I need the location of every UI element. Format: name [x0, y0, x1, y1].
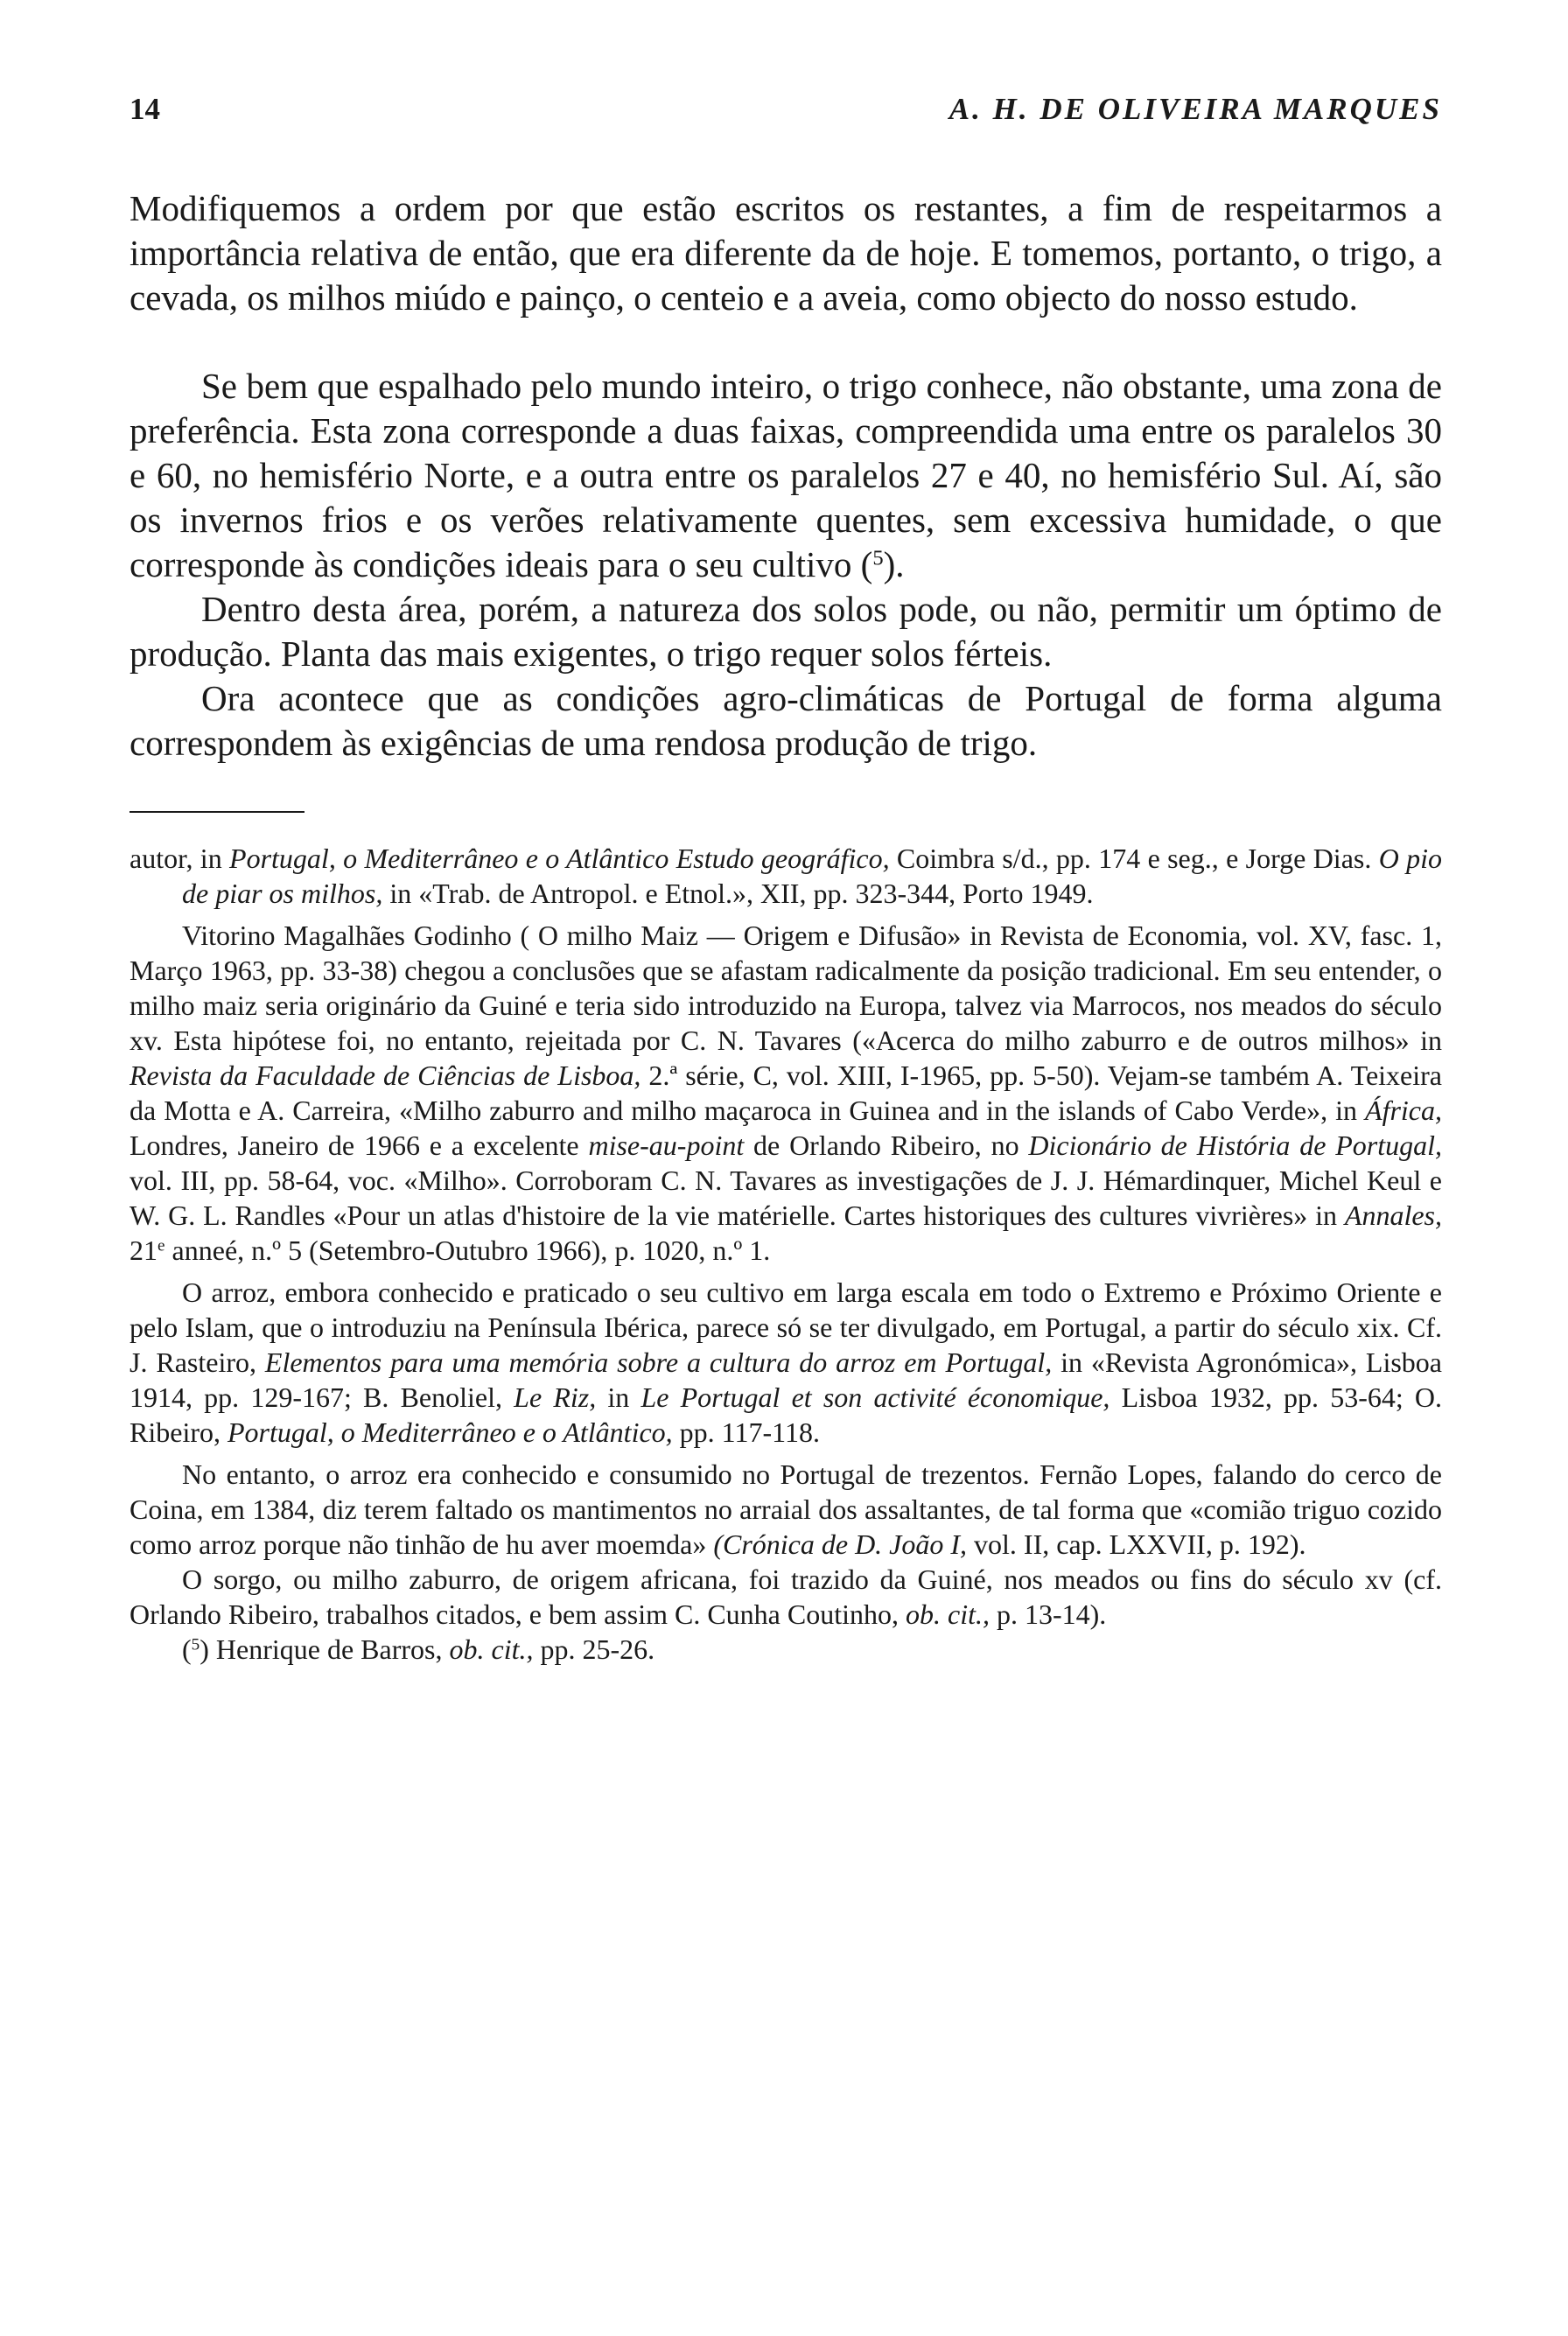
paragraph-2-text: Se bem que espalhado pelo mundo inteiro, o trigo conhece, não obstante, uma zona de preferência. Esta zona corresponde a duas faixas, compreendida uma entre os paralelos 30 e 60, no hemisfério Norte, e a outra entre os paralelos 27 e 40, no hemisfério Sul. Aí, são os invernos frios e os verões relativamente quentes, sem excessiva humidade, o que corresponde às condições ideais para o seu cultivo (: [130, 366, 1442, 584]
note-reference: 5: [872, 546, 884, 570]
note-maize: Vitorino Magalhães Godinho ( O milho Maiz — Origem e Difusão» in Revista de Economia, vol. XV, fasc. 1, Março 1963, pp. 33-38) chegou a conclusões que se afastam radicalmente da posição tradicional. Em seu entender, o milho maiz seria originário da Guiné e teria sido introduzido na Europa, talvez via Marrocos, nos meados do século xv. Esta hipótese foi, no entanto, rejeitada por C. N. Tavares («Acerca do milho zaburro e de outros milhos» in Revista da Faculdade de Ciências de Lisboa, 2.ª série, C, vol. XIII, I-1965, pp. 5-50). Vejam-se também A. Teixeira da Motta e A. Carreira, «Milho zaburro and milho maçaroca in Guinea and in the islands of Cabo Verde», in África, Londres, Janeiro de 1966 e a excelente mise-au-point de Orlando Ribeiro, no Dicionário de História de Portugal, vol. III, pp. 58-64, voc. «Milho». Corroboram C. N. Tavares as investigações de J. J. Hémardinquer, Michel Keul e W. G. L. Randles «Pour un atlas d'histoire de la vie matérielle. Cartes historiques des cultures vivrières» in Annales, 21e anneé, n.º 5 (Setembro-Outubro 1966), p. 1020, n.º 1.: [130, 920, 1443, 1266]
paragraph-2-end: ).: [883, 544, 905, 584]
footnote-rule: [130, 811, 304, 813]
paragraph-4: Ora acontece que as condições agro-climáticas de Portugal de forma alguma correspondem às exigências de uma rendosa produção de trigo.: [130, 678, 1442, 763]
paragraph-2: [130, 364, 1442, 587]
page: [130, 92, 1442, 1667]
body-text: [130, 186, 1442, 766]
footnotes: [130, 841, 1442, 1667]
note-sorghum: O sorgo, ou milho zaburro, de origem africana, foi trazido da Guiné, nos meados ou fins do século xv (cf. Orlando Ribeiro, trabalhos citados, e bem assim C. Cunha Coutinho, ob. cit., p. 13-14).: [130, 1563, 1442, 1630]
footnote-marker: ($^5$): [182, 1633, 209, 1665]
paragraph-1: Modifiquemos a ordem por que estão escritos os restantes, a fim de respeitarmos a importância relativa de então, que era diferente da de hoje. E tomemos, portanto, o trigo, a cevada, os milhos miúdo e painço, o centeio e a aveia, como objecto do nosso estudo.: [130, 188, 1442, 318]
running-head: [130, 92, 1442, 144]
note-continuation: autor, in Portugal, o Mediterrâneo e o Atlântico Estudo geográfico, Coimbra s/d., pp. 174 e seg., e Jorge Dias. O pio de piar os milhos, in «Trab. de Antropol. e Etnol.», XII, pp. 323-344, Porto 1949.: [130, 843, 1443, 909]
note-rice: O arroz, embora conhecido e praticado o seu cultivo em larga escala em todo o Extremo e Próximo Oriente e pelo Islam, que o introduziu na Península Ibérica, parece só se ter divulgado, em Portugal, a partir do século xix. Cf. J. Rasteiro, Elementos para uma memória sobre a cultura do arroz em Portugal, in «Revista Agronómica», Lisboa 1914, pp. 129-167; B. Benoliel, Le Riz, in Le Portugal et son activité économique, Lisboa 1932, pp. 53-64; O. Ribeiro, Portugal, o Mediterrâneo e o Atlântico, pp. 117-118.: [130, 1276, 1443, 1448]
author-heading: A. H. DE OLIVEIRA MARQUES: [948, 92, 1442, 126]
footnote-5: ($^5$) Henrique de Barros, ob. cit., pp. 25-26.: [182, 1633, 655, 1665]
note-rice-history: No entanto, o arroz era conhecido e consumido no Portugal de trezentos. Fernão Lopes, falando do cerco de Coina, em 1384, diz terem faltado os mantimentos no arraial dos assaltantes, de tal forma que «comião triguo cozido como arroz porque não tinhão de hu aver moemda» (Crónica de D. João I, vol. II, cap. LXXVII, p. 192).: [130, 1458, 1442, 1560]
page-number: 14: [130, 92, 160, 126]
paragraph-3: Dentro desta área, porém, a natureza dos solos pode, ou não, permitir um óptimo de produção. Planta das mais exigentes, o trigo requer solos férteis.: [130, 589, 1442, 674]
